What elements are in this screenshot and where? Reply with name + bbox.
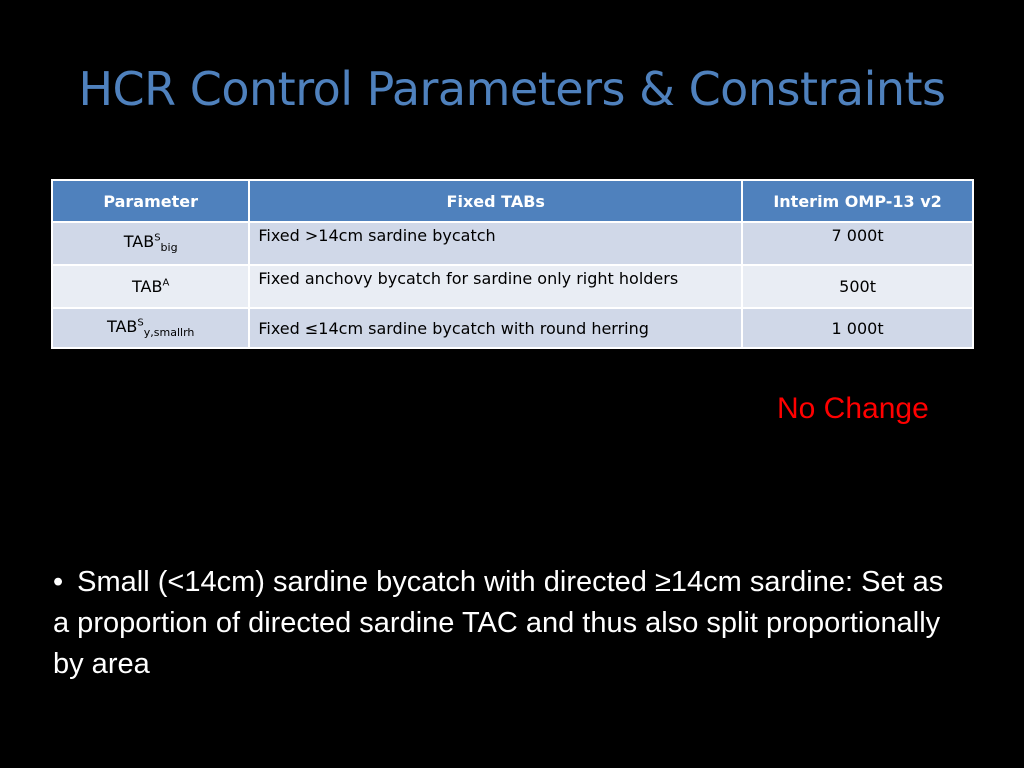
- parameter-base: TAB: [123, 232, 155, 252]
- omp-value-cell: 1 000t: [742, 308, 973, 348]
- table-row: [52, 222, 973, 265]
- parameter-superscript: S: [137, 317, 144, 329]
- parameter-table: [51, 179, 974, 349]
- fixed-tab-cell: Fixed anchovy bycatch for sardine only right holders: [249, 265, 742, 308]
- parameter-base: TAB: [132, 277, 163, 296]
- parameter-superscript: A: [162, 277, 170, 289]
- bullet-marker: •: [53, 566, 64, 598]
- table-row: [52, 265, 973, 308]
- header-interim-omp: Interim OMP-13 v2: [742, 180, 973, 222]
- parameter-subscript: big: [160, 241, 178, 255]
- parameter-base: TAB: [106, 316, 138, 336]
- bullet-text: Small (<14cm) sardine bycatch with directed ≥14cm sardine: Set as a proportion of directed sardine TAC and thus also split proportionally by area: [53, 566, 944, 680]
- header-fixed-tabs: Fixed TABs: [249, 180, 742, 222]
- omp-value-cell: 7 000t: [742, 222, 973, 265]
- omp-value-cell: 500t: [742, 265, 973, 308]
- parameter-cell: [52, 308, 249, 348]
- fixed-tab-cell: Fixed ≤14cm sardine bycatch with round herring: [249, 308, 742, 348]
- table-row: [52, 308, 973, 348]
- parameter-superscript: S: [154, 233, 161, 245]
- table-header-row: [52, 180, 973, 222]
- header-parameter: Parameter: [52, 180, 249, 222]
- parameter-cell: [52, 222, 249, 265]
- parameter-cell: [52, 265, 249, 308]
- no-change-note: No Change: [777, 392, 929, 425]
- bullet-point: [53, 562, 953, 685]
- fixed-tab-cell: Fixed >14cm sardine bycatch: [249, 222, 742, 265]
- slide-title: HCR Control Parameters & Constraints: [78, 62, 946, 116]
- parameter-subscript: y,smallrh: [143, 326, 195, 340]
